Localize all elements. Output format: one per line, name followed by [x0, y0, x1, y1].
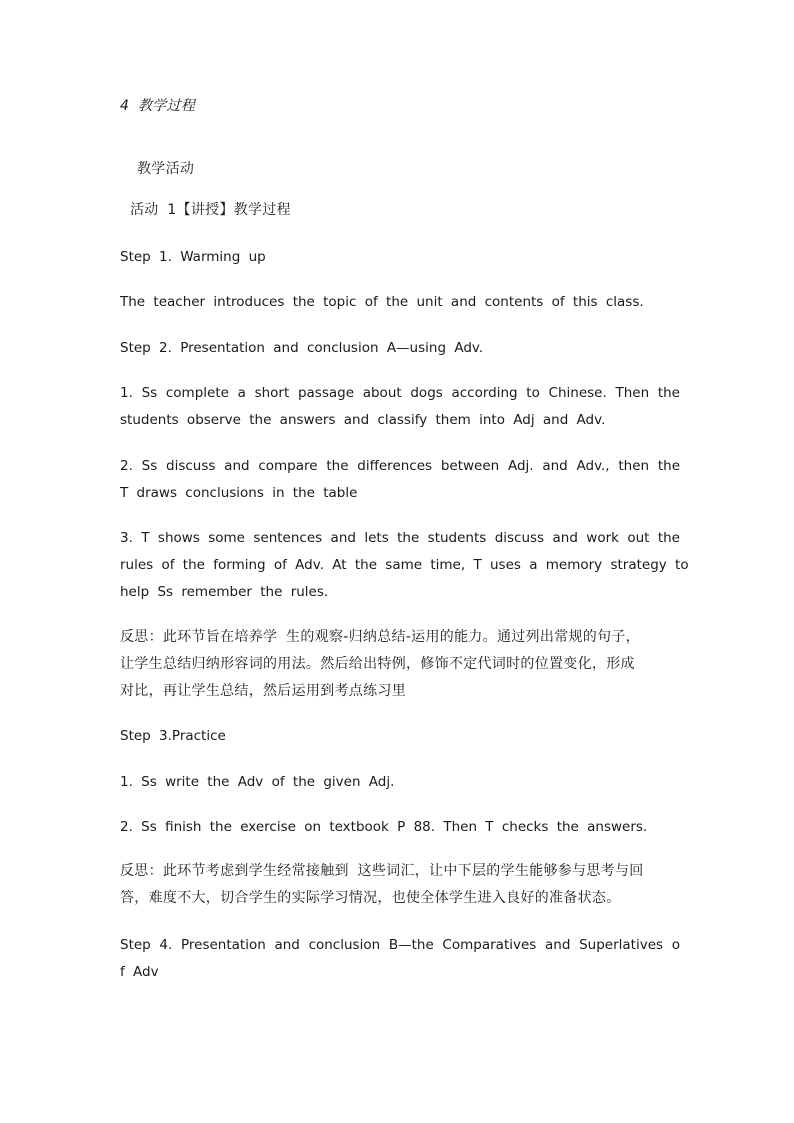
- step2-item1: [120, 380, 680, 434]
- step4-title-line1: Step 4. Presentation and conclusion B—the Comparatives and Superlatives o: [120, 937, 680, 953]
- step2-item2: [120, 453, 680, 507]
- step2-item1-line2: students observe the answers and classify them into Adj and Adv.: [120, 412, 606, 428]
- step3-reflection-line1: 反思：此环节考虑到学生经常接触到 这些词汇，让中下层的学生能够参与思考与回: [120, 863, 644, 879]
- step3-item1: 1. Ss write the Adv of the given Adj.: [120, 774, 395, 790]
- step2-item3: [120, 525, 689, 606]
- step4-title: [120, 932, 680, 986]
- step2-item3-line2: rules of the forming of Adv. At the same time, T uses a memory strategy to: [120, 557, 689, 573]
- step2-title: Step 2. Presentation and conclusion A—using Adv.: [120, 340, 484, 356]
- step2-reflection-line2: 让学生总结归纳形容词的用法。然后给出特例，修饰不定代词时的位置变化，形成: [120, 656, 635, 672]
- section-heading: [120, 93, 680, 120]
- step1-text: The teacher introduces the topic of the unit and contents of this class.: [120, 294, 644, 310]
- step2-reflection-line3: 对比，再让学生总结，然后运用到考点练习里: [120, 683, 406, 699]
- step3-title: Step 3.Practice: [120, 728, 226, 744]
- step2-reflection: [120, 624, 680, 705]
- step2-reflection-line1: 反思：此环节旨在培养学 生的观察-归纳总结-运用的能力。通过列出常规的句子，: [120, 629, 640, 645]
- activity-title: 活动 1【讲授】教学过程: [130, 202, 291, 218]
- step3-reflection-line2: 答，难度不大，切合学生的实际学习情况，也使全体学生进入良好的准备状态。: [120, 890, 621, 906]
- step2-item3-line1: 3. T shows some sentences and lets the students discuss and work out the: [120, 530, 680, 546]
- step2-item1-line1: 1. Ss complete a short passage about dogs according to Chinese. Then the: [120, 385, 680, 401]
- step1-title: Step 1. Warming up: [120, 249, 266, 265]
- step3-item2: 2. Ss finish the exercise on textbook P 88. Then T checks the answers.: [120, 819, 648, 835]
- step3-reflection: [120, 858, 680, 912]
- step4-title-line2: f Adv: [120, 964, 159, 980]
- section-heading-text: 4 教学过程: [120, 98, 196, 114]
- step2-item3-line3: help Ss remember the rules.: [120, 584, 329, 600]
- step2-item2-line2: T draws conclusions in the table: [120, 485, 358, 501]
- subheading: 教学活动: [137, 161, 195, 177]
- step2-item2-line1: 2. Ss discuss and compare the differences between Adj. and Adv., then the: [120, 458, 680, 474]
